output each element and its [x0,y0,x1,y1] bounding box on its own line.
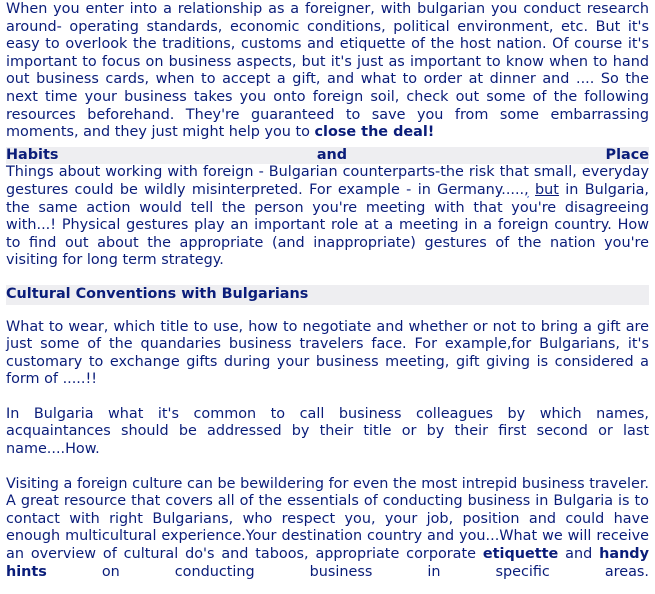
cultural-paragraph-2: In Bulgaria what it's common to call business colleagues by which names, acquaintances should be addressed by their title or by their first second or last name....How. [6,405,649,458]
habits-text: Things about working with foreign - Bulgarian counterparts-the risk that small, everyday gestures could be wildly misinterpreted. For example - in Germany..... [6,164,649,198]
cultural-heading: Cultural Conventions with Bulgarians [6,285,649,305]
habits-heading [6,147,649,165]
habits-paragraph [6,164,649,270]
cultural-paragraph-1: What to wear, which title to use, how to negotiate and whether or not to bring a gift are just some of the quandaries business travelers face. For example,for Bulgarians, it's customary to exchange gifts during your business meeting, gift giving is considered a form of .....!! [6,318,649,388]
habits-heading-word: Habits [6,146,59,163]
habits-text: in Bulgaria, the same action would tell the person you're meeting with that you're disagreeing with...! Physical gestures play an important role at a meeting in a foreign country. How to find out about the appropriate (and inappropriate) gestures of the nation you're visiting for long term strategy. [6,181,649,269]
bold-handy-hints: handy hints [6,546,649,580]
habits-heading-word: and [316,146,348,163]
intro-bold-phrase: close the deal! [314,124,435,141]
cultural-paragraph-3 [6,476,649,582]
cultural-text: and [558,546,600,563]
cultural-text: Visiting a foreign culture can be bewildering for even the most intrepid business traveler. A great resource that covers all of the essentials of conducting business in Bulgaria is to contact with right Bulgarians, who respect you, your job, position and could have enough multicultural experience.Your destination country and you...What we will receive an overview of cultural do's and taboos, appropriate corporate [6,475,649,563]
spellcheck-mark: , [524,181,529,198]
cultural-text: on conducting business in specific areas. [46,563,649,580]
bold-etiquette: etiquette [482,546,559,563]
habits-heading-word: Place [605,146,649,163]
intro-text: When you enter into a relationship as a foreigner, with bulgarian you conduct research around- operating standards, economic conditions, political environment, etc. But it's easy to overlook the traditions, customs and etiquette of the host nation. Of course it's important to focus on business aspects, but it's just as important to know when to hand out business cards, when to accept a gift, and what to order at dinner and .... So the next time your business takes you onto foreign soil, check out some of the following resources beforehand. They're guaranteed to save you from some embarrassing moments, and they just might help you to [6,1,649,141]
intro-paragraph [6,1,649,142]
underlined-word: but [535,181,559,198]
